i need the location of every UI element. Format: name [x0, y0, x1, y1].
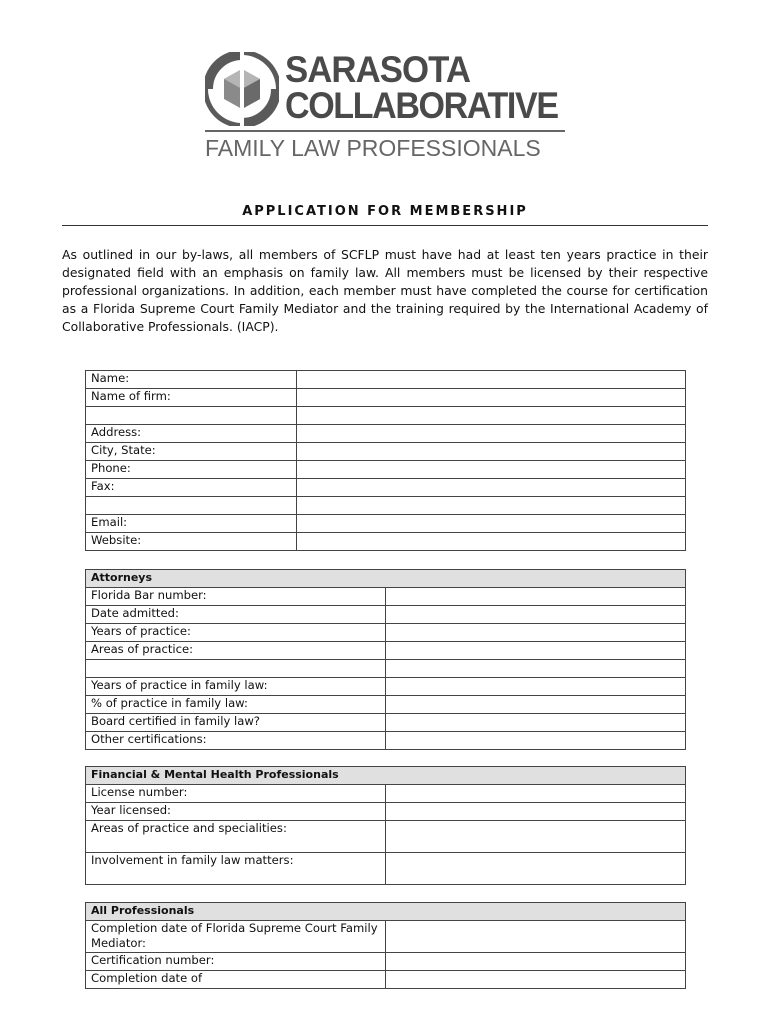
firm-field[interactable]: [297, 389, 686, 407]
table-row: [86, 642, 686, 660]
table-row: [86, 696, 686, 714]
logo: [205, 50, 570, 162]
table-row: [86, 953, 686, 971]
section-header-row: [86, 767, 686, 785]
table-row: [86, 497, 686, 515]
table-row: [86, 407, 686, 425]
website-field[interactable]: [297, 533, 686, 551]
family-pct-field[interactable]: [386, 696, 686, 714]
table-row: [86, 515, 686, 533]
email-field[interactable]: [297, 515, 686, 533]
phone-field[interactable]: [297, 461, 686, 479]
certification-number-field[interactable]: [386, 953, 686, 971]
table-row: [86, 443, 686, 461]
field-label: Years of practice:: [86, 624, 386, 642]
board-certified-field[interactable]: [386, 714, 686, 732]
field-label: Address:: [86, 425, 297, 443]
table-row: [86, 606, 686, 624]
table-row: [86, 971, 686, 989]
field-label: Florida Bar number:: [86, 588, 386, 606]
field-label: City, State:: [86, 443, 297, 461]
field-label: Phone:: [86, 461, 297, 479]
name-field[interactable]: [297, 371, 686, 389]
logo-tagline: FAMILY LAW PROFESSIONALS: [205, 135, 541, 161]
field-label: Other certifications:: [86, 732, 386, 750]
years-practice-field[interactable]: [386, 624, 686, 642]
completion-date-field[interactable]: [386, 971, 686, 989]
address-field[interactable]: [297, 425, 686, 443]
logo-divider: [205, 130, 565, 132]
field-label: Involvement in family law matters:: [86, 853, 386, 885]
date-admitted-field[interactable]: [386, 606, 686, 624]
table-row: [86, 371, 686, 389]
table-row: [86, 921, 686, 953]
attorneys-table: [85, 569, 686, 750]
field-label: Date admitted:: [86, 606, 386, 624]
field-label: License number:: [86, 785, 386, 803]
areas-practice-field[interactable]: [386, 642, 686, 660]
table-row: [86, 732, 686, 750]
blank-label: [86, 407, 297, 425]
table-row: [86, 853, 686, 885]
field-label: Fax:: [86, 479, 297, 497]
license-number-field[interactable]: [386, 785, 686, 803]
bar-number-field[interactable]: [386, 588, 686, 606]
fax-field[interactable]: [297, 479, 686, 497]
field-label: Areas of practice and specialities:: [86, 821, 386, 853]
areas-extra-field[interactable]: [386, 660, 686, 678]
table-row: [86, 624, 686, 642]
year-licensed-field[interactable]: [386, 803, 686, 821]
field-label: Year licensed:: [86, 803, 386, 821]
table-row: [86, 425, 686, 443]
blank-label: [86, 660, 386, 678]
field-label: Name of firm:: [86, 389, 297, 407]
field-label: Email:: [86, 515, 297, 533]
field-label: Completion date of Florida Supreme Court Family Mediator:: [86, 921, 386, 953]
areas-specialities-field[interactable]: [386, 821, 686, 853]
table-row: [86, 785, 686, 803]
section-header-row: [86, 903, 686, 921]
section-header: All Professionals: [86, 903, 686, 921]
logo-emblem-icon: [205, 52, 279, 126]
field-label: Areas of practice:: [86, 642, 386, 660]
field-label: Completion date of: [86, 971, 386, 989]
other-certifications-field[interactable]: [386, 732, 686, 750]
table-row: [86, 660, 686, 678]
section-header-row: [86, 570, 686, 588]
section-header: Attorneys: [86, 570, 686, 588]
page-title: APPLICATION FOR MEMBERSHIP: [242, 204, 528, 219]
field-label: Certification number:: [86, 953, 386, 971]
all-professionals-table: [85, 902, 686, 989]
city-state-field[interactable]: [297, 443, 686, 461]
table-row: [86, 678, 686, 696]
mediator-date-field[interactable]: [386, 921, 686, 953]
table-row: [86, 479, 686, 497]
table-row: [86, 533, 686, 551]
table-row: [86, 714, 686, 732]
family-years-field[interactable]: [386, 678, 686, 696]
table-row: [86, 588, 686, 606]
blank-label: [86, 497, 297, 515]
section-header: Financial & Mental Health Professionals: [86, 767, 686, 785]
field-label: Years of practice in family law:: [86, 678, 386, 696]
field-label: % of practice in family law:: [86, 696, 386, 714]
logo-line1: SARASOTA: [285, 49, 471, 90]
table-row: [86, 803, 686, 821]
logo-line2: COLLABORATIVE: [285, 85, 558, 126]
fax-extra-field[interactable]: [297, 497, 686, 515]
intro-paragraph: As outlined in our by-laws, all members of SCFLP must have had at least ten years practice in their designated field with an emphasis on family law. All members must be licensed by their respective professional organizations. In addition, each member must have completed the course for certification as a Florida Supreme Court Family Mediator and the training required by the International Academy of Collaborative Professionals. (IACP).: [62, 247, 708, 334]
table-row: [86, 389, 686, 407]
title-divider: [62, 225, 708, 226]
field-label: Name:: [86, 371, 297, 389]
field-label: Board certified in family law?: [86, 714, 386, 732]
involvement-field[interactable]: [386, 853, 686, 885]
table-row: [86, 461, 686, 479]
table-row: [86, 821, 686, 853]
field-label: Website:: [86, 533, 297, 551]
financial-table: [85, 766, 686, 885]
firm-extra-field[interactable]: [297, 407, 686, 425]
general-info-table: [85, 370, 686, 551]
